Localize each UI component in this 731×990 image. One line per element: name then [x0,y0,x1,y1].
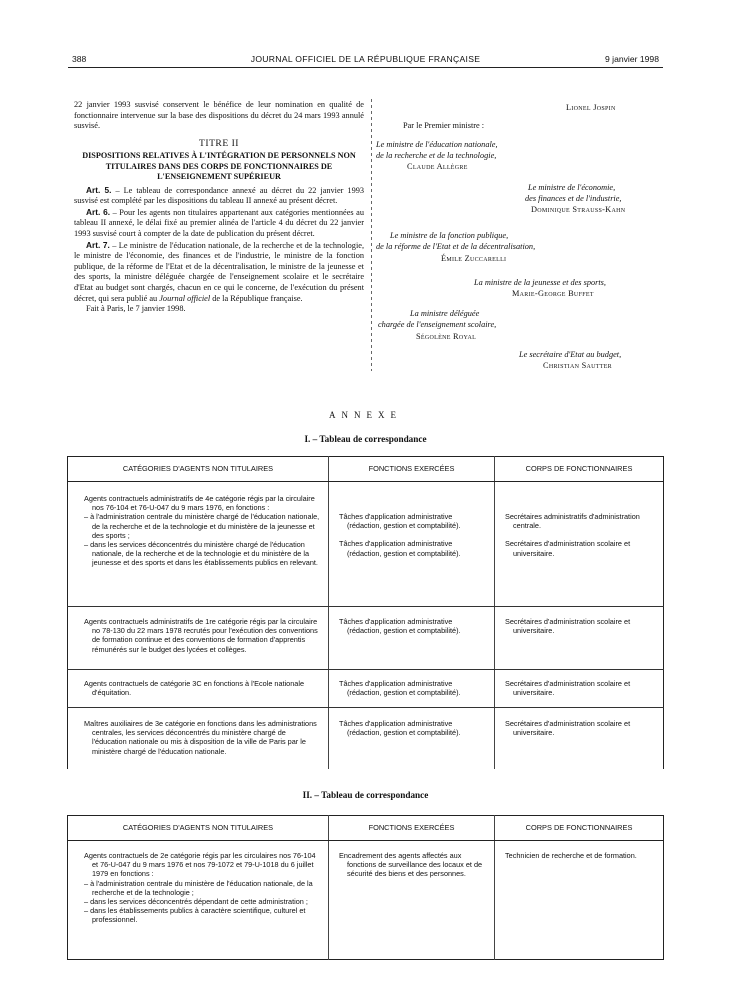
issue-date: 9 janvier 1998 [605,54,659,64]
dispositions-title: DISPOSITIONS RELATIVES À L'INTÉGRATION DE PERSONNELS NON TITULAIRES DANS DES CORPS DE FONCTIONNAIRES DE L'ENSEIGNEMENT SUPÉRIEUR [82,151,356,182]
column-header: FONCTIONS EXERCÉES [329,816,495,841]
signatory-name: Ségolène Royal [416,332,477,341]
table-cell: Secrétaires d'administration scolaire et universitaire. [505,617,631,636]
left-column [74,100,364,315]
table2-title: II. – Tableau de correspondance [302,790,429,800]
table-cell: – dans les services déconcentrés du ministère chargé de l'éducation nationale, de la recherche et de la technologie et du ministère de la jeunesse et des sports et dans les établissements publics en relevant. [84,540,318,568]
signatory-name: Dominique Strauss-Kahn [531,205,626,214]
signatory-name: Émile Zuccarelli [441,254,507,263]
table-row [68,708,664,770]
article-7: Art. 7. – Le ministre de l'éducation nationale, de la recherche et de la technologie, le ministre de l'économie, des finances et de l'industrie, le ministre de la fonction publique, de la réforme de l'Etat et de la décentralisation, le ministre de la jeunesse et des sports, la ministre déléguée chargée de l'enseignement scolaire et le secrétaire d'Etat au budget sont chargés, chacun en ce qui le concerne, de l'exécution du présent décret, qui sera publié au Journal officiel de la République française. [74,239,365,303]
signatory-name: Christian Sautter [543,361,612,370]
signatory-title: Le ministre de l'éducation nationale, [376,140,498,149]
table-cell: – à l'administration centrale du ministère chargé de l'éducation nationale, de la recherche et de la technologie et du ministère de la jeunesse et des sports ; [84,512,320,540]
page-number: 388 [72,54,87,64]
annexe-heading: ANNEXE [329,410,402,420]
signatory-name: Marie-George Buffet [512,289,594,298]
article-text: Le tableau de correspondance annexé au décret du 22 janvier 1993 susvisé est complété par les dispositions du tableau II annexé au présent décret. [74,185,365,206]
column-header: CATÉGORIES D'AGENTS NON TITULAIRES [68,816,329,841]
article-label: Art. 5. [86,184,112,195]
titre-heading: TITRE II [199,137,239,149]
table-cell: Technicien de recherche et de formation. [505,851,637,860]
table-cell: Tâches d'application administrative (rédaction, gestion et comptabilité). [339,512,461,531]
correspondence-table-1 [67,456,664,769]
signatory-title: de la réforme de l'Etat et de la décentralisation, [376,242,536,251]
table-row [68,607,664,670]
table1-title: I. – Tableau de correspondance [304,434,427,444]
table-cell: – dans les services déconcentrés dépendant de cette administration ; [84,897,308,907]
article-label: Art. 6. [86,206,111,217]
signatory-title: Le ministre de l'économie, [528,183,616,192]
column-separator [371,99,372,371]
signatory-title: des finances et de l'industrie, [525,194,622,203]
table-cell: – dans les établissements publics à caractère scientifique, culturel et professionnel. [84,906,306,925]
table-row [68,482,664,607]
journal-officiel-ref: Journal officiel [159,293,211,303]
par-le-premier-ministre: Par le Premier ministre : [403,121,485,130]
table-cell: Tâches d'application administrative (rédaction, gestion et comptabilité). [339,719,461,738]
header-rule [68,67,663,68]
table-cell: Secrétaires d'administration scolaire et universitaire. [505,539,631,558]
table-cell: – à l'administration centrale du ministère de l'éducation nationale, de la recherche et de la technologie ; [84,878,313,897]
signatory-title: chargée de l'enseignement scolaire, [378,320,497,329]
table-header-row [68,816,664,841]
signatory-title: Le ministre de la fonction publique, [390,231,509,240]
intro-paragraph: 22 janvier 1993 susvisé conservent le bénéfice de leur nomination en qualité de fonctionnaire intervenue sur la base des dispositions du décret du 24 mars 1993 annulé susvisé. [74,100,364,131]
signatory-title: La ministre déléguée [410,309,480,318]
journal-title: JOURNAL OFFICIEL DE LA RÉPUBLIQUE FRANÇAISE [250,54,481,64]
article-6: Art. 6. – Pour les agents non titulaires appartenant aux catégories mentionnées au tableau II annexé, le délai fixé au premier alinéa de l'article 4 du décret du 22 janvier 1993 susvisé court à compter de la date de publication du présent décret. [74,206,365,238]
table-cell: Secrétaires d'administration scolaire et universitaire. [505,719,631,738]
article-label: Art. 7. [86,239,110,250]
fait-line: Fait à Paris, le 7 janvier 1998. [86,304,186,314]
column-header: FONCTIONS EXERCÉES [329,457,495,482]
correspondence-table-2 [67,815,664,960]
table-cell: Secrétaires d'administration scolaire et universitaire. [505,679,631,698]
table-row [68,670,664,708]
table-cell: Tâches d'application administrative (rédaction, gestion et comptabilité). [339,539,461,558]
signatory-title: La ministre de la jeunesse et des sports, [474,278,606,287]
table-cell: Secrétaires administratifs d'administration centrale. [505,512,640,531]
article-tail: de la République française. [212,293,303,303]
table-cell: Maîtres auxiliaires de 3e catégorie en fonctions dans les administrations centrales, les services déconcentrés du ministère chargé de l'éducation nationale ou mis à disposition de la ville de Paris par le ministère chargé de l'éducation nationale. [84,719,317,756]
signatory-name: Claude Allègre [407,162,468,171]
signatory-title: Le secrétaire d'Etat au budget, [519,350,622,359]
article-5: Art. 5. – Le tableau de correspondance annexé au décret du 22 janvier 1993 susvisé est complété par les dispositions du tableau II annexé au présent décret. [74,184,365,206]
pm-name: Lionel Jospin [566,103,616,112]
column-header: CATÉGORIES D'AGENTS NON TITULAIRES [68,457,329,482]
column-header: CORPS DE FONCTIONNAIRES [495,457,664,482]
table-cell: Tâches d'application administrative (rédaction, gestion et comptabilité). [339,617,461,636]
table-cell: Agents contractuels administratifs de 1re catégorie régis par la circulaire no 78-130 du 22 mars 1978 recrutés pour l'exécution des conventions de formation continue et des conventions de formation d'apprentis rémunérés sur le budget des lycées et collèges. [84,617,318,654]
table-cell: Encadrement des agents affectés aux fonctions de surveillance des locaux et de sécurité des biens et des personnes. [339,851,483,879]
table-cell: Agents contractuels de catégorie 3C en fonctions à l'Ecole nationale d'équitation. [84,679,305,698]
table-cell: Tâches d'application administrative (rédaction, gestion et comptabilité). [339,679,461,698]
table-cell: Agents contractuels de 2e catégorie régis par les circulaires nos 76-104 et 76-U-047 du 9 mars 1976 et nos 79-1072 et 79-U-1018 du 6 juillet 1979 en fonctions : [84,851,316,879]
column-header: CORPS DE FONCTIONNAIRES [495,816,664,841]
article-text: Pour les agents non titulaires appartenant aux catégories mentionnées au tableau II annexé, le délai fixé au premier alinéa de l'article 4 du décret du 22 janvier 1993 susvisé court à compter de la date de publication du présent décret. [74,207,365,238]
table-header-row [68,457,664,482]
article-text: Le ministre de l'éducation nationale, de la recherche et de la technologie, le ministre de l'économie, des finances et de l'industrie, le ministre de la fonction publique, de la réforme de l'Etat et de la décentralisation, le ministre de la jeunesse et des sports, la ministre déléguée chargée de l'enseignement scolaire et le secrétaire d'Etat au budget sont chargés, chacun en ce qui le concerne, de l'exécution du présent décret, qui sera publié au [74,240,365,303]
table-row [68,841,664,960]
table-cell: Agents contractuels administratifs de 4e catégorie régis par la circulaire nos 76-104 et 76-U-047 du 9 mars 1976, en fonctions : [84,494,315,513]
signatory-title: de la recherche et de la technologie, [376,151,497,160]
